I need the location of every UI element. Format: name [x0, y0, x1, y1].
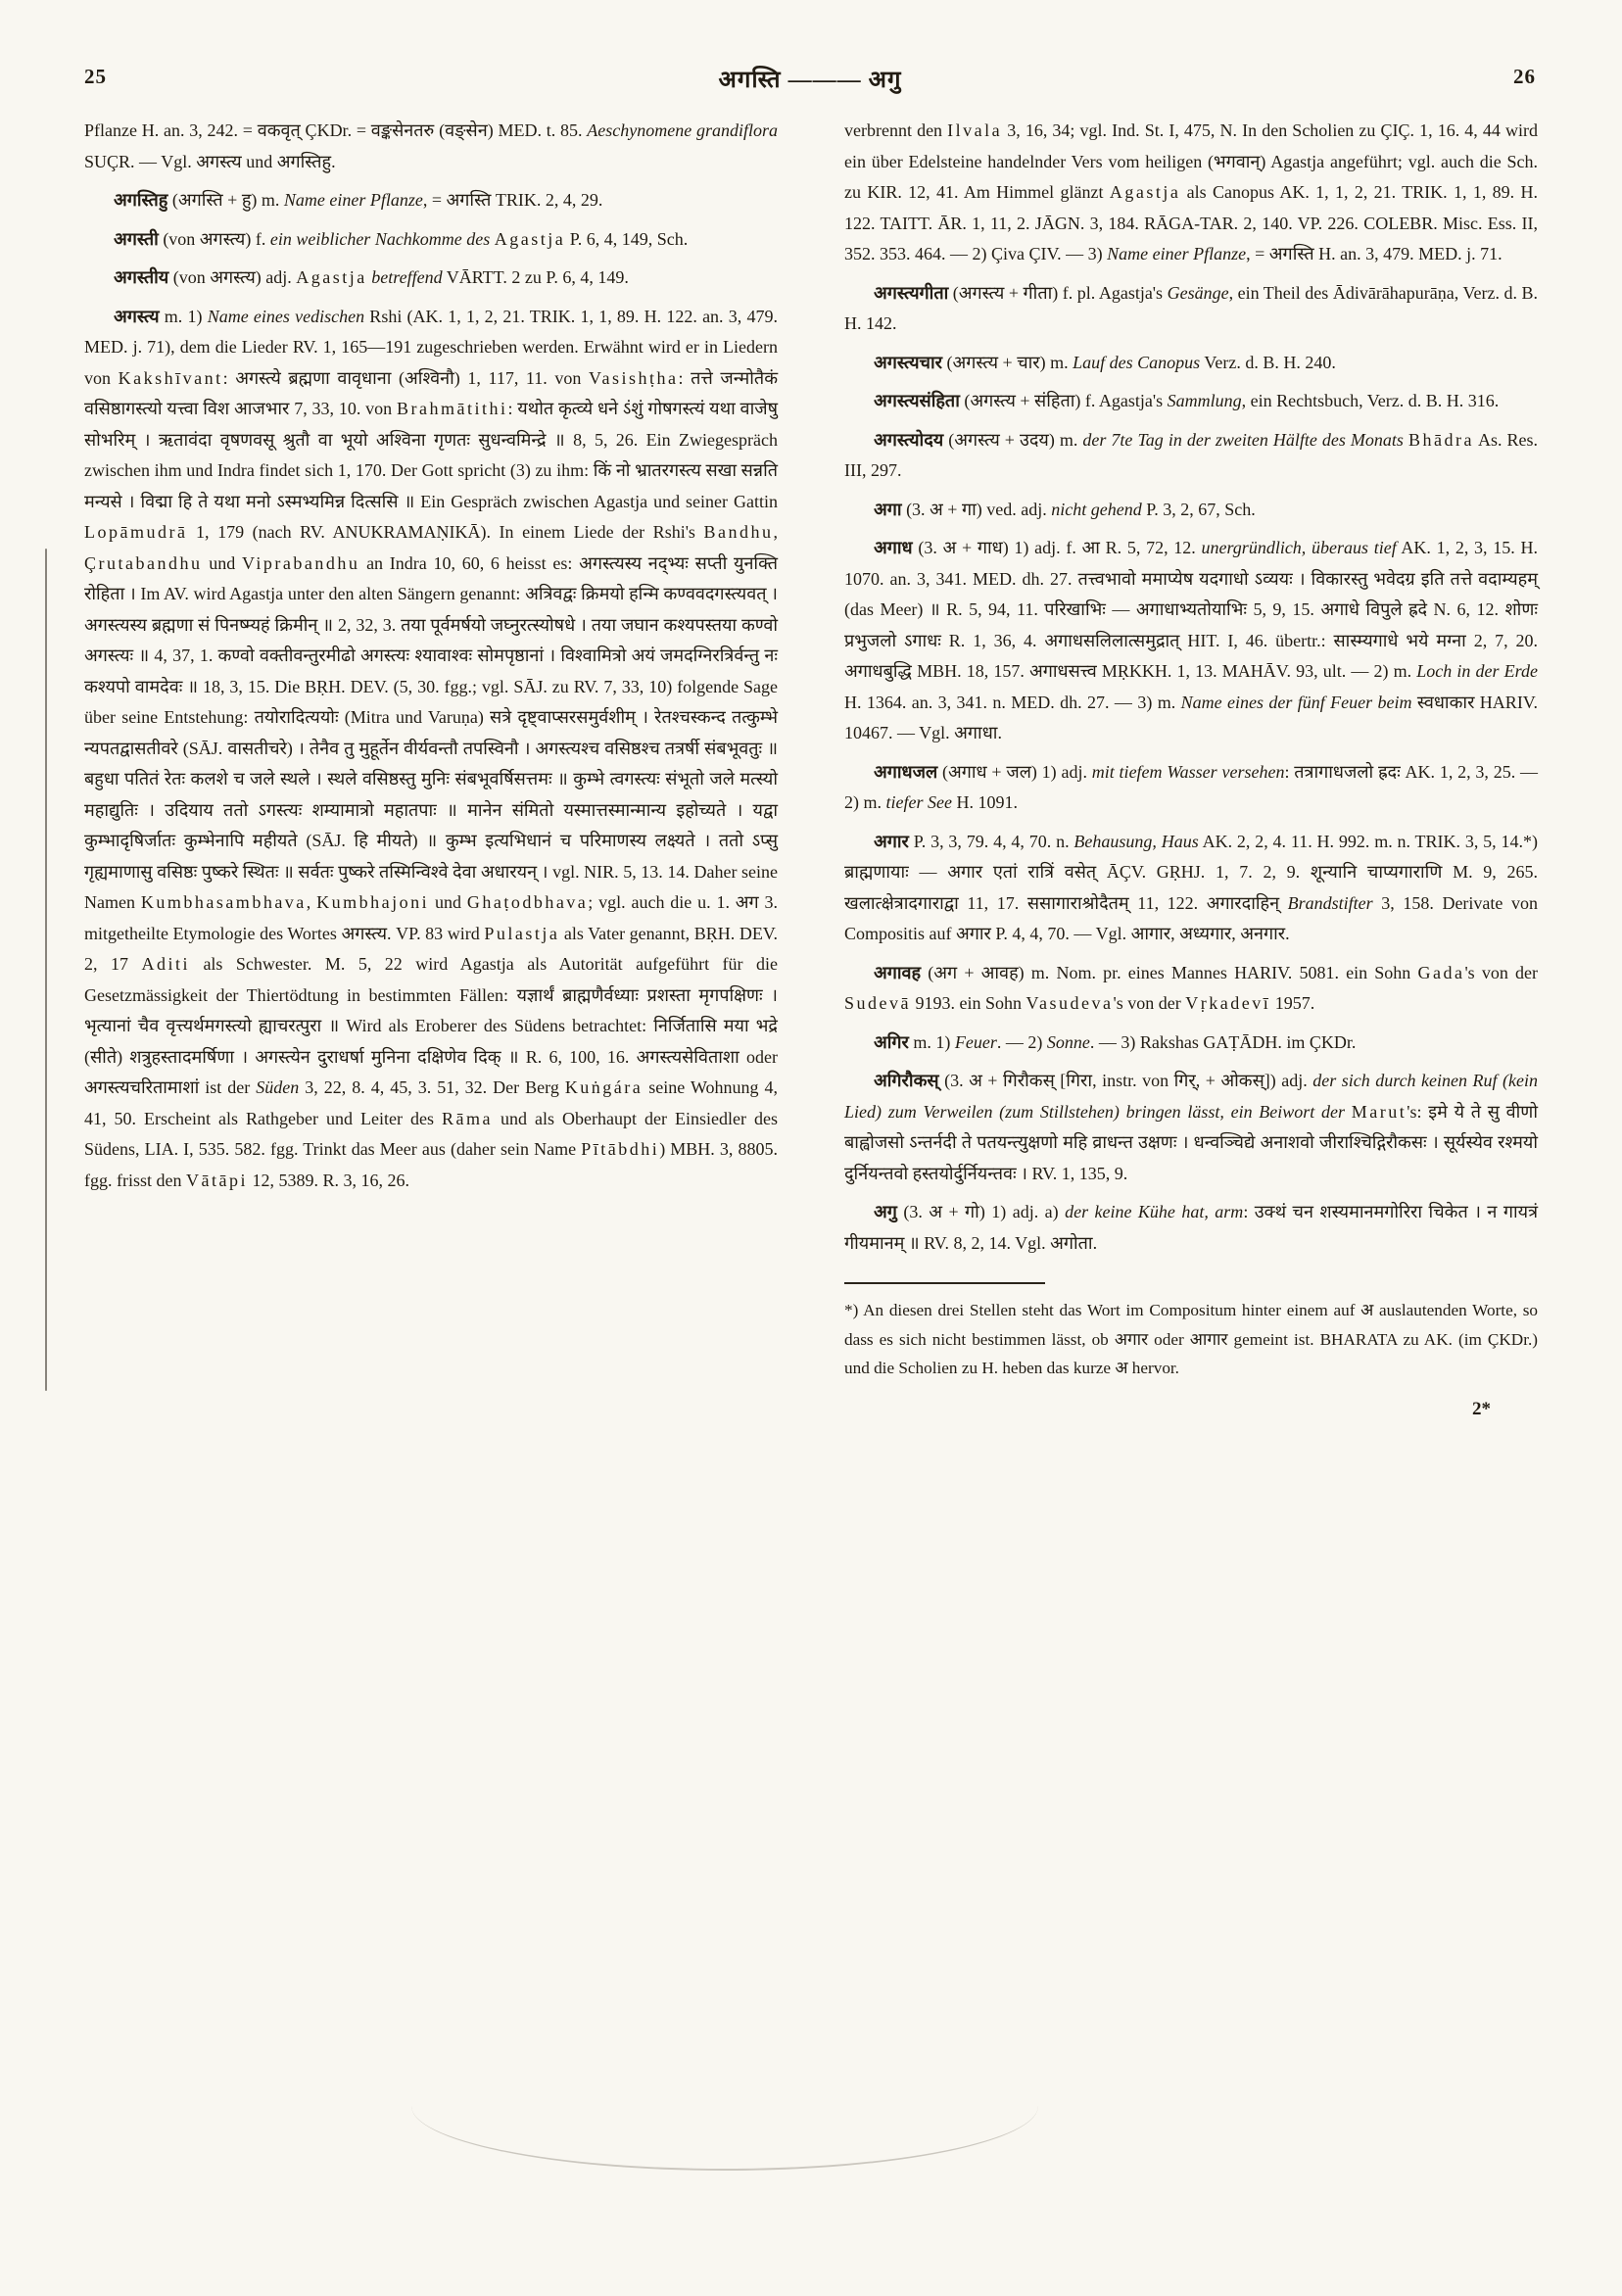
page-number-left: 25	[84, 65, 107, 88]
entry-agastyagita: अगस्त्यगीता (अगस्त्य + गीता) f. pl. Agastja's Gesänge, ein Theil des Ādivārāhapurāṇa, Verz. d. B. H. 142.	[844, 282, 1538, 333]
left-column	[84, 116, 778, 1420]
entry-agastya: अगस्त्य m. 1) Name eines vedischen Rshi (AK. 1, 1, 2, 21. TRIK. 1, 1, 89. H. 122. an. 3, 479. MED. j. 71), dem die Lieder RV. 1, 165—191 zugeschrieben werden. Erwähnt wird er in Liedern von Kakshīvant: अगस्त्ये ब्रह्मणा वावृधाना (अश्विनौ) 1, 117, 11. von Vasishṭha: तत्ते जन्मोतैकं वसिष्ठागस्त्यो यत्त्वा विश आजभार 7, 33, 10. von Brahmātithi: यथोत कृत्व्ये धने ऽंशुं गोषगस्त्यं यथा वाजेषु सोभरिम् । ऋतावंदा वृषणवसू श्रुतौ वा भूयो अश्विना गृणतः सुधन्वमिन्द्रे ॥ 8, 5, 26. Ein Zwiegespräch zwischen ihm und Indra findet sich 1, 170. Der Gott spricht (3) zu ihm: किं नो भ्रातरगस्त्य सखा सन्नति मन्यसे । विद्मा हि ते यथा मनो ऽस्मभ्यमिन्न दित्ससि ॥ Ein Gespräch zwischen Agastja und seiner Gattin Lopāmudrā 1, 179 (nach RV. ANUKRAMAṆIKĀ). In einem Liede der Rshi's Bandhu, Çrutabandhu und Viprabandhu an Indra 10, 60, 6 heisst es: अगस्त्यस्य नद्भ्यः सप्ती युनक्ति रोहिता । Im AV. wird Agastja unter den alten Sängern genannt: अत्रिवद्वः क्रिमयो हन्मि कण्ववदगस्त्यवत् । अगस्त्यस्य ब्रह्मणा सं पिनष्म्यहं क्रिमीन् ॥ 2, 32, 3. तया पूर्वमर्षयो जघ्नुरत्स्योषधे । तया जघान कश्यपस्तया कण्वो अगस्त्यः ॥ 4, 37, 1. कण्वो वक्तीवन्तुरमीढो अगस्त्यः श्यावाश्वः सोमपृष्ठानां । विश्वामित्रो अयं जमदग्निरत्रिर्वन्तु नः कश्यपो वामदेवः ॥ 18, 3, 15. Die BṚH. DEV. (5, 30. fgg.; vgl. SĀJ. zu RV. 7, 33, 10) folgende Sage über seine Entstehung: तयोरादित्ययोः (Mitra und Varuṇa) सत्रे दृष्ट्वाप्सरसमुर्वशीम् । रेतश्चस्कन्द तत्कुम्भे न्यपतद्वासतीवरे (SĀJ. वासतीचरे) । तेनैव तु मुहूर्तेन वीर्यवन्तौ तपस्विनौ । अगस्त्यश्च वसिष्ठश्च तत्रर्षी संबभूवतुः ॥ बहुधा पतितं रेतः कलशे च जले स्थले । स्थले वसिष्ठस्तु मुनिः संबभूवर्षिसत्तमः ॥ कुम्भे त्वगस्त्यः संभूतो जले मत्स्यो महाद्युतिः । उदियाय ततो ऽगस्त्यः शम्यामात्रो महातपाः ॥ मानेन संमितो यस्मात्तस्मान्मान्य इहोच्यते । यद्वा कुम्भादृषिर्जातः कुम्भेनापि महीयते (SĀJ. हि मीयते) ॥ कुम्भ इत्यभिधानं च परिमाणस्य लक्ष्यते । ततो ऽप्सु गृह्यमाणासु वसिष्ठः पुष्करे स्थितः ॥ सर्वतः पुष्करे तस्मिन्विश्वे देवा अधारयन् । vgl. NIR. 5, 13. 14. Daher seine Namen Kumbhasambhava, Kumbhajoni und Ghaṭodbhava; vgl. auch die u. 1. अग 3. mitgetheilte Etymologie des Wortes अगस्त्य. VP. 83 wird Pulastja als Vater genannt, BṚH. DEV. 2, 17 Aditi als Schwester. M. 5, 22 wird Agastja als Autorität aufgeführt für die Gesetzmässigkeit der Thiertödtung in bestimmten Fällen: यज्ञार्थं ब्राह्मणैर्वध्याः प्रशस्ता मृगपक्षिणः । भृत्यानां चैव वृत्त्यर्थमगस्त्यो ह्याचरत्पुरा ॥ Wird als Eroberer des Südens betrachtet: निर्जितासि मया भद्रे (सीते) शत्रुहस्तादमर्षिणा । अगस्त्येन दुराधर्षा मुनिना दक्षिणेव दिक् ॥ R. 6, 100, 16. अगस्त्यसेविताशा oder अगस्त्यचरितामाशां ist der Süden 3, 22, 8. 4, 45, 3. 51, 32. Der Berg Kuṅgára seine Wohnung 4, 41, 50. Erscheint als Rathgeber und Leiter des Rāma und als Oberhaupt der Einsiedler des Südens, LIA. I, 535. 582. fgg. Trinkt das Meer aus (daher sein Name Pītābdhi) MBH. 3, 8805. fgg. frisst den Vātāpi 12, 5389. R. 3, 16, 26.	[84, 306, 779, 1190]
footnote	[844, 1282, 1538, 1383]
right-column	[844, 116, 1538, 1420]
text-columns	[84, 116, 1538, 1420]
running-head: अगस्ति ——— अगु	[718, 68, 902, 93]
entry-agara: अगार P. 3, 3, 79. 4, 4, 70. n. Behausung, Haus AK. 2, 2, 4. 11. H. 992. m. n. TRIK. 3, 5, 14.*) ब्राह्मणायाः — अगार एतां रात्रिं वसेत् ĀÇV. GṚHJ. 1, 7. 2, 9. शून्यानि चाप्यगाराणि M. 9, 265. खलात्क्षेत्रादगाराद्वा 11, 17. ससागाराश्रोदैतम् 11, 122. अगारदाहिन् Brandstifter 3, 158. Derivate von Compositis auf अगार P. 4, 4, 70. — Vgl. आगार, अध्यगार, अनगार.	[844, 831, 1539, 943]
paragraph-continuation: verbrennt den Ilvala 3, 16, 34; vgl. Ind. St. I, 475, N. In den Scholien zu ÇIÇ. 1, 16. 4, 44 wird ein über Edelsteine handelnder Vers vom heiligen (भगवान्) Agastja angeführt; vgl. auch die Sch. zu KIR. 12, 41. Am Himmel glänzt Agastja als Canopus AK. 1, 1, 2, 21. TRIK. 1, 1, 89. H. 122. TAITT. ĀR. 1, 11, 2. JĀGN. 3, 184. RĀGA-TAR. 2, 140. VP. 226. COLEBR. Misc. Ess. II, 352. 353. 464. — 2) Çiva ÇIV. — 3) Name einer Pflanze, = अगस्ति H. an. 3, 479. MED. j. 71.	[844, 120, 1539, 263]
page-number-right: 26	[1513, 65, 1536, 88]
entry-agadhajala: अगाधजल (अगाध + जल) 1) adj. mit tiefem Wasser versehen: तत्रागाधजलो ह्रदः AK. 1, 2, 3, 25. — 2) m. tiefer See H. 1091.	[844, 761, 1539, 812]
entry-agavaha: अगावह (अग + आवह) m. Nom. pr. eines Mannes HARIV. 5081. ein Sohn Gada's von der Sudevā 9193. ein Sohn Vasudeva's von der Vṛkadevī 1957.	[844, 962, 1539, 1013]
scan-artifact-edge-line	[45, 549, 47, 1391]
entry-agastiya: अगस्तीय (von अगस्त्य) adj. Agastja betreffend VĀRTT. 2 zu P. 6, 4, 149.	[114, 267, 629, 287]
entry-agastyodaya: अगस्त्योदय (अगस्त्य + उदय) m. der 7te Tag in der zweiten Hälfte des Monats Bhādra As. Res. III, 297.	[844, 429, 1538, 480]
footnote-text: *) An diesen drei Stellen steht das Wort im Compositum hinter einem auf अ auslautenden Worte, so dass es sich nicht bestimmen lässt, ob अगार oder आगार gemeint ist. BHARATA zu AK. (im ÇKDr.) und die Scholien zu H. heben das kurze अ hervor.	[844, 1301, 1538, 1377]
entry-agastihu: अगस्तिहु (अगस्ति + हु) m. Name einer Pflanze, = अगस्ति TRIK. 2, 4, 29.	[114, 190, 603, 210]
entry-agasti-f: अगस्ती (von अगस्त्य) f. ein weiblicher Nachkomme des Agastja P. 6, 4, 149, Sch.	[114, 228, 689, 249]
scan-artifact-bottom-curve	[411, 2041, 1038, 2171]
entry-aga: अगा (3. अ + गा) ved. adj. nicht gehend P. 3, 2, 67, Sch.	[874, 499, 1256, 519]
sheet-signature: 2*	[1472, 1398, 1491, 1419]
entry-agira: अगिर m. 1) Feuer. — 2) Sonne. — 3) Rakshas GAṬĀDH. im ÇKDr.	[874, 1031, 1357, 1052]
paragraph-continuation: Pflanze H. an. 3, 242. = वकवृत् ÇKDr. = वङ्कसेनतरु (वङ्सेन) MED. t. 85. Aeschynomene grandiflora SUÇR. — Vgl. अगस्त्य und अगस्तिहु.	[84, 120, 778, 171]
entry-agastyachara: अगस्त्यचार (अगस्त्य + चार) m. Lauf des Canopus Verz. d. B. H. 240.	[874, 352, 1336, 372]
entry-agiraukas: अगिरौकस् (3. अ + गिरौकस् [गिरा, instr. von गिर्, + ओकस्]) adj. der sich durch keinen Ruf (kein Lied) zum Verweilen (zum Stillstehen) bringen lässt, ein Beiwort der Marut's: इमे ये ते सु वीणो बाह्वोजसो ऽन्तर्नदी ते पतयन्त्युक्षणो महि व्राधन्त उक्षणः । धन्वञ्चिद्ये अनाशवो जीराश्चिद्गिरौकसः । सूर्यस्येव रश्मयो दुर्नियन्तवो हस्तयोर्दुर्नियन्तवः । RV. 1, 135, 9.	[844, 1071, 1538, 1183]
footnote-rule	[844, 1282, 1045, 1284]
page-header	[84, 63, 1536, 98]
entry-agu: अगु (3. अ + गो) 1) adj. a) der keine Kühe hat, arm: उक्थं चन शस्यमानमगोरिरा चिकेत । न गायत्रं गीयमानम् ॥ RV. 8, 2, 14. Vgl. अगोता.	[844, 1202, 1539, 1253]
entry-agastyasamhita: अगस्त्यसंहिता (अगस्त्य + संहिता) f. Agastja's Sammlung, ein Rechtsbuch, Verz. d. B. H. 316.	[874, 391, 1500, 410]
entry-agadha: अगाध (3. अ + गाध) 1) adj. f. आ R. 5, 72, 12. unergründlich, überaus tief AK. 1, 2, 3, 15. H. 1070. an. 3, 341. MED. dh. 27. तत्त्वभावो ममाप्येष यदगाधो ऽव्ययः । विकारस्तु भवेदग्र इति तत्ते वदाम्यहम् (das Meer) ॥ R. 5, 94, 11. परिखाभिः — अगाधाभ्यतोयाभिः 5, 9, 15. अगाधे विपुले ह्रदे N. 6, 12. शोणः प्रभुजलो ऽगाधः R. 1, 36, 4. अगाधसलिलात्समुद्रात् HIT. I, 46. übertr.: सास्म्यगाधे भये मग्ना 2, 7, 20. अगाधबुद्धि MBH. 18, 157. अगाधसत्त्व MṚKKH. 1, 13. MAHĀV. 93, ult. — 2) m. Loch in der Erde H. 1364. an. 3, 341. n. MED. dh. 27. — 3) m. Name eines der fünf Feuer beim स्वधाकार HARIV. 10467. — Vgl. अगाधा.	[844, 538, 1538, 742]
